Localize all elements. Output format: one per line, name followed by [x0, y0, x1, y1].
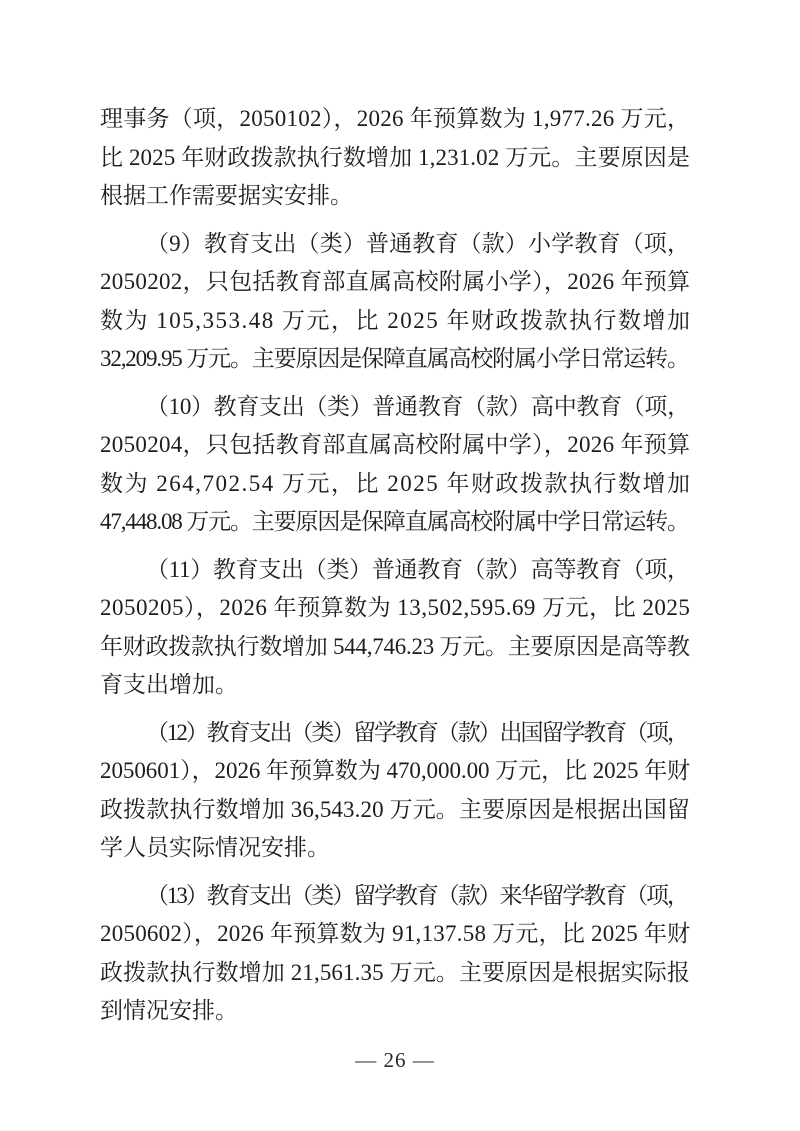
- text-line: 2050202，只包括教育部直属高校附属小学），2026 年预算: [100, 269, 691, 294]
- paragraph-item-10: [100, 388, 690, 542]
- text-line: 2050601），2026 年预算数为 470,000.00 万元，比 2025 年财: [100, 758, 691, 783]
- paragraph-item-13: [100, 877, 690, 1031]
- text-line: 47,448.08 万元。主要原因是保障直属高校附属中学日常运转。: [100, 509, 689, 534]
- page-number: — 26 —: [355, 1048, 435, 1072]
- text-line: 理事务（项，2050102），2026 年预算数为 1,977.26 万元，: [100, 106, 691, 131]
- text-line: （13）教育支出（类）留学教育（款）来华留学教育（项，: [146, 882, 688, 908]
- text-line: 年财政拨款执行数增加 544,746.23 万元。主要原因是高等教: [100, 633, 690, 659]
- text-line: （9）教育支出（类）普通教育（款）小学教育（项，: [146, 230, 691, 256]
- paragraph-item-9: [100, 225, 690, 379]
- page-footer: [100, 1045, 690, 1075]
- paragraph-item-8-continuation: [100, 100, 690, 216]
- text-line: 根据工作需要据实安排。: [100, 183, 353, 208]
- document-body: [100, 100, 690, 1040]
- text-line: 学人员实际情况安排。: [100, 835, 330, 860]
- text-line: 育支出增加。: [100, 672, 238, 697]
- text-line: 32,209.95 万元。主要原因是保障直属高校附属小学日常运转。: [100, 346, 689, 371]
- text-line: 政拨款执行数增加 36,543.20 万元。主要原因是根据出国留: [100, 796, 691, 822]
- text-line: 2050205），2026 年预算数为 13,502,595.69 万元，比 2025: [100, 595, 691, 620]
- paragraph-item-11: [100, 551, 690, 705]
- text-line: 数为 105,353.48 万元，比 2025 年财政拨款执行数增加: [100, 307, 692, 333]
- text-line: 2050602），2026 年预算数为 91,137.58 万元，比 2025 年财: [100, 921, 691, 946]
- text-line: 数为 264,702.54 万元，比 2025 年财政拨款执行数增加: [100, 470, 692, 496]
- paragraph-item-12: [100, 714, 690, 868]
- text-line: （12）教育支出（类）留学教育（款）出国留学教育（项，: [146, 719, 688, 745]
- text-line: 政拨款执行数增加 21,561.35 万元。主要原因是根据实际报: [100, 959, 691, 985]
- text-line: （11）教育支出（类）普通教育（款）高等教育（项，: [146, 556, 690, 582]
- text-line: 到情况安排。: [100, 998, 238, 1023]
- text-line: 2050204，只包括教育部直属高校附属中学），2026 年预算: [100, 432, 691, 457]
- text-line: 比 2025 年财政拨款执行数增加 1,231.02 万元。主要原因是: [100, 144, 690, 170]
- text-line: （10）教育支出（类）普通教育（款）高中教育（项，: [146, 393, 690, 419]
